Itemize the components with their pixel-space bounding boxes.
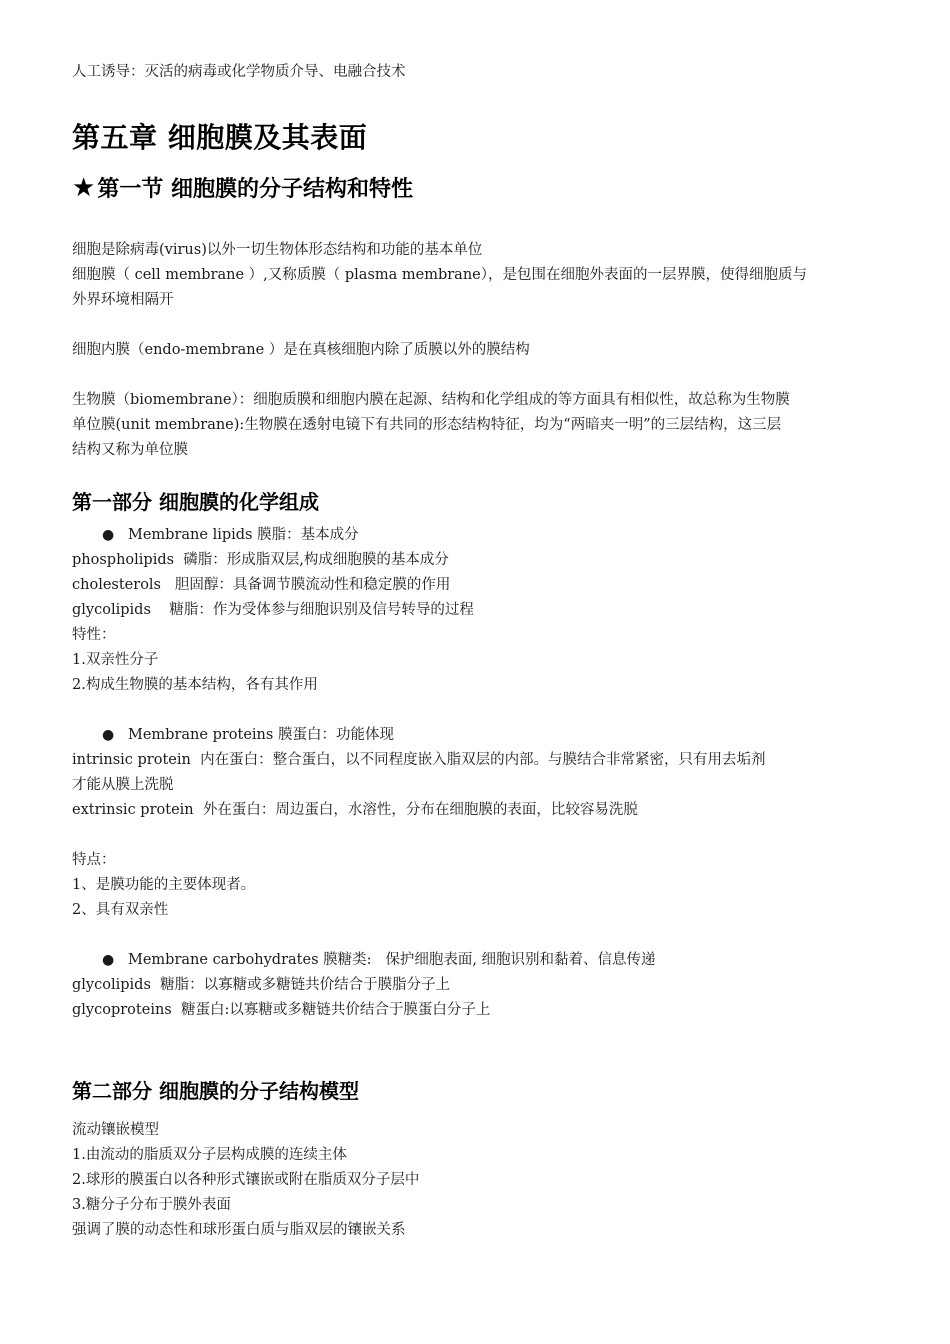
lipid-trait: 1.双亲性分子: [72, 652, 159, 668]
section-title: 第一节 细胞膜的分子结构和特性: [97, 177, 413, 202]
document-page: [72, 60, 892, 1243]
model-point: 3.糖分子分布于膜外表面: [72, 1197, 231, 1213]
model-point: 1.由流动的脂质双分子层构成膜的连续主体: [72, 1147, 347, 1163]
protein-traits-label: 特点：: [72, 852, 116, 868]
proteins-heading: [72, 723, 892, 748]
carb-item: glycolipids 糖脂：以寡糖或多糖链共价结合于膜脂分子上: [72, 977, 451, 993]
def-cell: 细胞是除病毒(virus)以外一切生物体形态结构和功能的基本单位: [72, 242, 483, 258]
carbs-heading: [72, 948, 892, 973]
def-biomembrane: 生物膜（biomembrane）：细胞质膜和细胞内膜在起源、结构和化学组成的等方面具有相似性，故总称为生物膜: [72, 392, 790, 408]
model-point: 2.球形的膜蛋白以各种形式镶嵌或附在脂质双分子层中: [72, 1172, 420, 1188]
extrinsic-protein: extrinsic protein 外在蛋白：周边蛋白，水溶性，分布在细胞膜的表面，比较容易洗脱: [72, 802, 638, 818]
def-cell-membrane: 细胞膜（ cell membrane ）,又称质膜（ plasma membrane），是包围在细胞外表面的一层界膜，使得细胞质与: [72, 267, 807, 283]
lipid-item: glycolipids 糖脂：作为受体参与细胞识别及信号转导的过程: [72, 602, 474, 618]
protein-trait: 1、是膜功能的主要体现者。: [72, 877, 256, 893]
def-cell-membrane-cont: 外界环境相隔开: [72, 292, 174, 308]
part2-title: 第二部分 细胞膜的分子结构模型: [72, 1079, 359, 1103]
part1-title: 第一部分 细胞膜的化学组成: [72, 490, 319, 514]
intrinsic-protein-cont: 才能从膜上洗脱: [72, 777, 174, 793]
lipid-traits-label: 特性：: [72, 627, 116, 643]
bullet-icon: ●: [102, 727, 115, 743]
bullet-icon: ●: [102, 527, 115, 543]
def-unit-membrane: 单位膜(unit membrane):生物膜在透射电镜下有共同的形态结构特征，均为“两暗夹一明”的三层结构，这三层: [72, 417, 782, 433]
section-heading: [72, 172, 892, 206]
proteins-heading-text: Membrane proteins 膜蛋白：功能体现: [128, 727, 394, 743]
star-icon: ★: [72, 173, 96, 203]
intrinsic-protein: intrinsic protein 内在蛋白：整合蛋白，以不同程度嵌入脂双层的内部。与膜结合非常紧密，只有用去垢剂: [72, 752, 766, 768]
model-summary: 强调了膜的动态性和球形蛋白质与脂双层的镶嵌关系: [72, 1222, 406, 1238]
lipid-item: phospholipids 磷脂：形成脂双层,构成细胞膜的基本成分: [72, 552, 449, 568]
carbs-heading-text: Membrane carbohydrates 膜糖类: 保护细胞表面, 细胞识别和黏着、信息传递: [128, 952, 656, 968]
bullet-icon: ●: [102, 952, 115, 968]
intro-line: 人工诱导：灭活的病毒或化学物质介导、电融合技术: [72, 64, 406, 80]
lipids-heading-text: Membrane lipids 膜脂：基本成分: [128, 527, 359, 543]
carb-item: glycoproteins 糖蛋白:以寡糖或多糖链共价结合于膜蛋白分子上: [72, 1002, 491, 1018]
lipid-trait: 2.构成生物膜的基本结构，各有其作用: [72, 677, 318, 693]
def-endomembrane: 细胞内膜（endo-membrane ）是在真核细胞内除了质膜以外的膜结构: [72, 342, 530, 358]
chapter-title: 第五章 细胞膜及其表面: [72, 121, 368, 154]
lipids-heading: [72, 523, 892, 548]
lipid-item: cholesterols 胆固醇：具备调节膜流动性和稳定膜的作用: [72, 577, 451, 593]
def-unit-membrane-cont: 结构又称为单位膜: [72, 442, 188, 458]
protein-trait: 2、具有双亲性: [72, 902, 169, 918]
model-name: 流动镶嵌模型: [72, 1122, 159, 1138]
